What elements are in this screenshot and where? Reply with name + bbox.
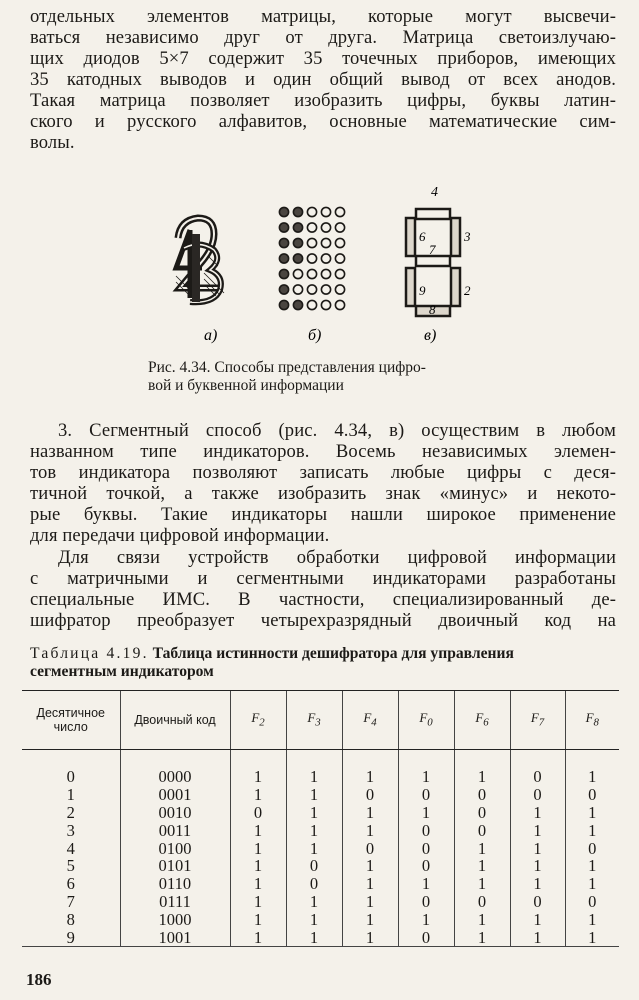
cell-output: 0 bbox=[454, 804, 510, 822]
table-spacer-row bbox=[22, 750, 619, 769]
figure-4-34 bbox=[170, 178, 500, 353]
table-title-text: Таблица истинности дешифратора для управления bbox=[152, 645, 514, 662]
text-line: ского и русского алфавитов, основные математические сим- bbox=[30, 111, 616, 132]
matrix-dot bbox=[321, 254, 330, 263]
header-f6: $F_6$ bbox=[454, 691, 510, 750]
header-f2: $F_2$ bbox=[230, 691, 286, 750]
cell-output: 1 bbox=[342, 804, 398, 822]
page-number: 186 bbox=[26, 970, 52, 989]
cell-output: 1 bbox=[398, 804, 454, 822]
cell-output: 0 bbox=[286, 875, 342, 893]
table-row bbox=[22, 857, 619, 875]
cell-output: 1 bbox=[230, 821, 286, 839]
cell-output: 0 bbox=[565, 786, 619, 804]
matrix-dot bbox=[279, 207, 288, 216]
table-row bbox=[22, 910, 619, 928]
cell-output: 1 bbox=[230, 875, 286, 893]
cell-output: 0 bbox=[398, 821, 454, 839]
header-binary: Двоичный код bbox=[120, 691, 230, 750]
cell-output: 1 bbox=[398, 768, 454, 786]
cell-output: 0 bbox=[230, 804, 286, 822]
cell-output: 1 bbox=[286, 839, 342, 857]
cell-binary: 1000 bbox=[120, 910, 230, 928]
matrix-dot bbox=[321, 207, 330, 216]
cell-output: 1 bbox=[565, 910, 619, 928]
segment-label: 2 bbox=[464, 283, 471, 298]
stroke-characters-illustration bbox=[176, 218, 224, 302]
table-row bbox=[22, 821, 619, 839]
cell-decimal: 2 bbox=[66, 802, 75, 822]
header-f7: $F_7$ bbox=[510, 691, 565, 750]
segment-label: 9 bbox=[419, 283, 426, 298]
cell-output: 1 bbox=[565, 857, 619, 875]
cell-output: 1 bbox=[286, 910, 342, 928]
cell-output: 1 bbox=[342, 928, 398, 946]
header-f4: $F_4$ bbox=[342, 691, 398, 750]
cell-output: 1 bbox=[342, 821, 398, 839]
cell-output: 1 bbox=[286, 768, 342, 786]
matrix-dot bbox=[307, 207, 316, 216]
cell-output: 1 bbox=[286, 928, 342, 946]
text-line: названном типе индикаторов. Восемь независимых элемен- bbox=[30, 441, 616, 462]
cell-binary: 0101 bbox=[120, 857, 230, 875]
cell-output: 1 bbox=[454, 875, 510, 893]
header-f8: $F_8$ bbox=[565, 691, 619, 750]
table-row bbox=[22, 928, 619, 946]
cell-output: 1 bbox=[342, 857, 398, 875]
cell-output: 1 bbox=[230, 928, 286, 946]
segment-label: 6 bbox=[419, 229, 426, 244]
cell-output: 1 bbox=[454, 857, 510, 875]
matrix-dot bbox=[335, 300, 344, 309]
matrix-dot bbox=[321, 300, 330, 309]
figure-caption bbox=[148, 359, 498, 395]
header-decimal: Десятичное число bbox=[22, 691, 120, 750]
cell-output: 1 bbox=[510, 804, 565, 822]
cell-decimal: 9 bbox=[22, 928, 120, 946]
text-line: щих диодов 5×7 содержит 35 точечных приборов, имеющих bbox=[30, 48, 616, 69]
cell-output: 0 bbox=[454, 893, 510, 911]
cell-output: 1 bbox=[230, 857, 286, 875]
text-line: с матричными и сегментными индикаторами разработаны bbox=[30, 568, 616, 589]
figure-sublabel-c: в) bbox=[424, 327, 437, 344]
cell-output: 1 bbox=[454, 928, 510, 946]
text-line: 3. Сегментный способ (рис. 4.34, в) осуществим в любом bbox=[58, 420, 616, 441]
table-row bbox=[22, 768, 619, 786]
cell-output: 1 bbox=[230, 839, 286, 857]
cell-output: 0 bbox=[454, 821, 510, 839]
cell-output: 1 bbox=[286, 786, 342, 804]
cell-binary: 0111 bbox=[120, 893, 230, 911]
text-line: отдельных элементов матрицы, которые могут высвечи- bbox=[30, 6, 616, 27]
cell-output: 1 bbox=[565, 928, 619, 946]
matrix-dot bbox=[307, 223, 316, 232]
cell-decimal: 7 bbox=[66, 891, 75, 911]
cell-output: 1 bbox=[454, 910, 510, 928]
cell-output: 1 bbox=[342, 893, 398, 911]
matrix-dot bbox=[307, 300, 316, 309]
cell-output: 1 bbox=[454, 768, 510, 786]
figure-sublabel-b: б) bbox=[308, 327, 322, 344]
matrix-dot bbox=[307, 254, 316, 263]
header-f0: $F_0$ bbox=[398, 691, 454, 750]
text-line: шифратор преобразует четырехразрядный двоичный код на bbox=[30, 610, 616, 631]
matrix-dot bbox=[279, 285, 288, 294]
matrix-dot bbox=[293, 254, 302, 263]
table-number: Таблица 4.19. bbox=[30, 645, 149, 662]
matrix-dot bbox=[335, 254, 344, 263]
table-row bbox=[22, 804, 619, 822]
cell-decimal: 3 bbox=[66, 820, 75, 840]
cell-output: 1 bbox=[454, 839, 510, 857]
matrix-dot bbox=[335, 238, 344, 247]
truth-table-wrapper bbox=[22, 690, 619, 947]
matrix-dot bbox=[293, 238, 302, 247]
text-line: Для связи устройств обработки цифровой информации bbox=[58, 547, 616, 568]
cell-output: 1 bbox=[286, 893, 342, 911]
cell-output: 0 bbox=[510, 786, 565, 804]
cell-decimal: 1 bbox=[66, 785, 75, 805]
matrix-dot bbox=[335, 223, 344, 232]
cell-binary: 0000 bbox=[120, 768, 230, 786]
text-line: волы. bbox=[30, 132, 75, 153]
cell-output: 1 bbox=[230, 910, 286, 928]
table-row bbox=[22, 786, 619, 804]
table-row bbox=[22, 839, 619, 857]
matrix-dot bbox=[293, 269, 302, 278]
segment-label: 8 bbox=[429, 302, 436, 317]
cell-output: 1 bbox=[510, 839, 565, 857]
caption-line: Рис. 4.34. Способы представления цифро- bbox=[148, 359, 426, 376]
cell-output: 1 bbox=[398, 875, 454, 893]
cell-decimal: 0 bbox=[66, 767, 75, 787]
text-line: тов индикатора позволяют записать любые цифры с деся- bbox=[30, 462, 616, 483]
matrix-dot bbox=[293, 223, 302, 232]
cell-output: 0 bbox=[398, 786, 454, 804]
cell-binary: 0001 bbox=[120, 786, 230, 804]
cell-output: 0 bbox=[398, 857, 454, 875]
truth-table bbox=[22, 690, 619, 947]
cell-decimal: 5 bbox=[66, 856, 75, 876]
text-line: 35 катодных выводов и один общий вывод от всех анодов. bbox=[30, 69, 616, 90]
cell-output: 0 bbox=[510, 768, 565, 786]
table-header-row bbox=[22, 691, 619, 750]
matrix-dot bbox=[307, 269, 316, 278]
cell-output: 0 bbox=[565, 839, 619, 857]
cell-output: 1 bbox=[565, 875, 619, 893]
cell-output: 1 bbox=[342, 875, 398, 893]
cell-binary: 0010 bbox=[120, 804, 230, 822]
segment-label: 4 bbox=[431, 185, 438, 200]
cell-output: 1 bbox=[230, 786, 286, 804]
matrix-dot bbox=[279, 254, 288, 263]
figure-sublabel-a: а) bbox=[204, 327, 218, 344]
cell-output: 1 bbox=[510, 857, 565, 875]
paragraph-ics bbox=[30, 547, 616, 631]
matrix-dot bbox=[293, 300, 302, 309]
cell-binary: 1001 bbox=[120, 928, 230, 946]
segment-label: 3 bbox=[464, 229, 471, 244]
paragraph-segment-method bbox=[30, 420, 616, 546]
cell-output: 1 bbox=[342, 768, 398, 786]
matrix-dot bbox=[321, 269, 330, 278]
cell-output: 0 bbox=[398, 928, 454, 946]
matrix-dot bbox=[293, 207, 302, 216]
matrix-dot bbox=[321, 285, 330, 294]
cell-output: 1 bbox=[510, 928, 565, 946]
cell-decimal: 6 bbox=[66, 874, 75, 894]
cell-binary: 0110 bbox=[120, 875, 230, 893]
cell-output: 1 bbox=[286, 821, 342, 839]
segment-indicator bbox=[406, 185, 471, 317]
cell-output: 0 bbox=[342, 839, 398, 857]
matrix-dot bbox=[335, 285, 344, 294]
cell-output: 1 bbox=[510, 875, 565, 893]
cell-output: 0 bbox=[565, 893, 619, 911]
cell-output: 1 bbox=[565, 768, 619, 786]
cell-output: 0 bbox=[510, 893, 565, 911]
cell-output: 0 bbox=[398, 839, 454, 857]
header-f3: $F_3$ bbox=[286, 691, 342, 750]
text-line: ваться независимо друг от друга. Матрица светоизлучаю- bbox=[30, 27, 616, 48]
cell-binary: 0011 bbox=[120, 821, 230, 839]
cell-output: 0 bbox=[286, 857, 342, 875]
text-line: Такая матрица позволяет изобразить цифры, буквы латин- bbox=[30, 90, 616, 111]
cell-output: 1 bbox=[510, 910, 565, 928]
matrix-dot bbox=[279, 238, 288, 247]
text-line: рые буквы. Такие индикаторы нашли широкое применение bbox=[30, 504, 616, 525]
text-line: тичной точкой, а также изобразить знак «минус» и некото- bbox=[30, 483, 616, 504]
table-row bbox=[22, 893, 619, 911]
matrix-dot bbox=[321, 223, 330, 232]
cell-output: 1 bbox=[398, 910, 454, 928]
cell-output: 1 bbox=[230, 768, 286, 786]
caption-line: вой и буквенной информации bbox=[148, 377, 344, 394]
cell-output: 1 bbox=[565, 804, 619, 822]
cell-output: 0 bbox=[454, 786, 510, 804]
matrix-dot bbox=[293, 285, 302, 294]
cell-decimal: 8 bbox=[66, 909, 75, 929]
text-line: специальные ИМС. В частности, специализированный де- bbox=[30, 589, 616, 610]
paragraph-matrix bbox=[30, 6, 616, 153]
matrix-dot bbox=[307, 285, 316, 294]
matrix-dot bbox=[307, 238, 316, 247]
cell-output: 1 bbox=[565, 821, 619, 839]
matrix-dot bbox=[279, 269, 288, 278]
matrix-dot bbox=[335, 207, 344, 216]
cell-output: 1 bbox=[230, 893, 286, 911]
cell-output: 1 bbox=[286, 804, 342, 822]
table-title-line2: сегментным индикатором bbox=[30, 663, 214, 680]
dot-matrix-5x7 bbox=[279, 207, 344, 309]
matrix-dot bbox=[321, 238, 330, 247]
matrix-dot bbox=[279, 300, 288, 309]
cell-decimal: 4 bbox=[66, 838, 75, 858]
segment-label: 7 bbox=[429, 242, 436, 257]
matrix-dot bbox=[335, 269, 344, 278]
cell-output: 1 bbox=[510, 821, 565, 839]
matrix-dot bbox=[279, 223, 288, 232]
cell-output: 1 bbox=[342, 910, 398, 928]
table-title bbox=[30, 645, 620, 681]
cell-output: 0 bbox=[342, 786, 398, 804]
table-row bbox=[22, 875, 619, 893]
text-line: для передачи цифровой информации. bbox=[30, 525, 330, 546]
cell-binary: 0100 bbox=[120, 839, 230, 857]
cell-output: 0 bbox=[398, 893, 454, 911]
